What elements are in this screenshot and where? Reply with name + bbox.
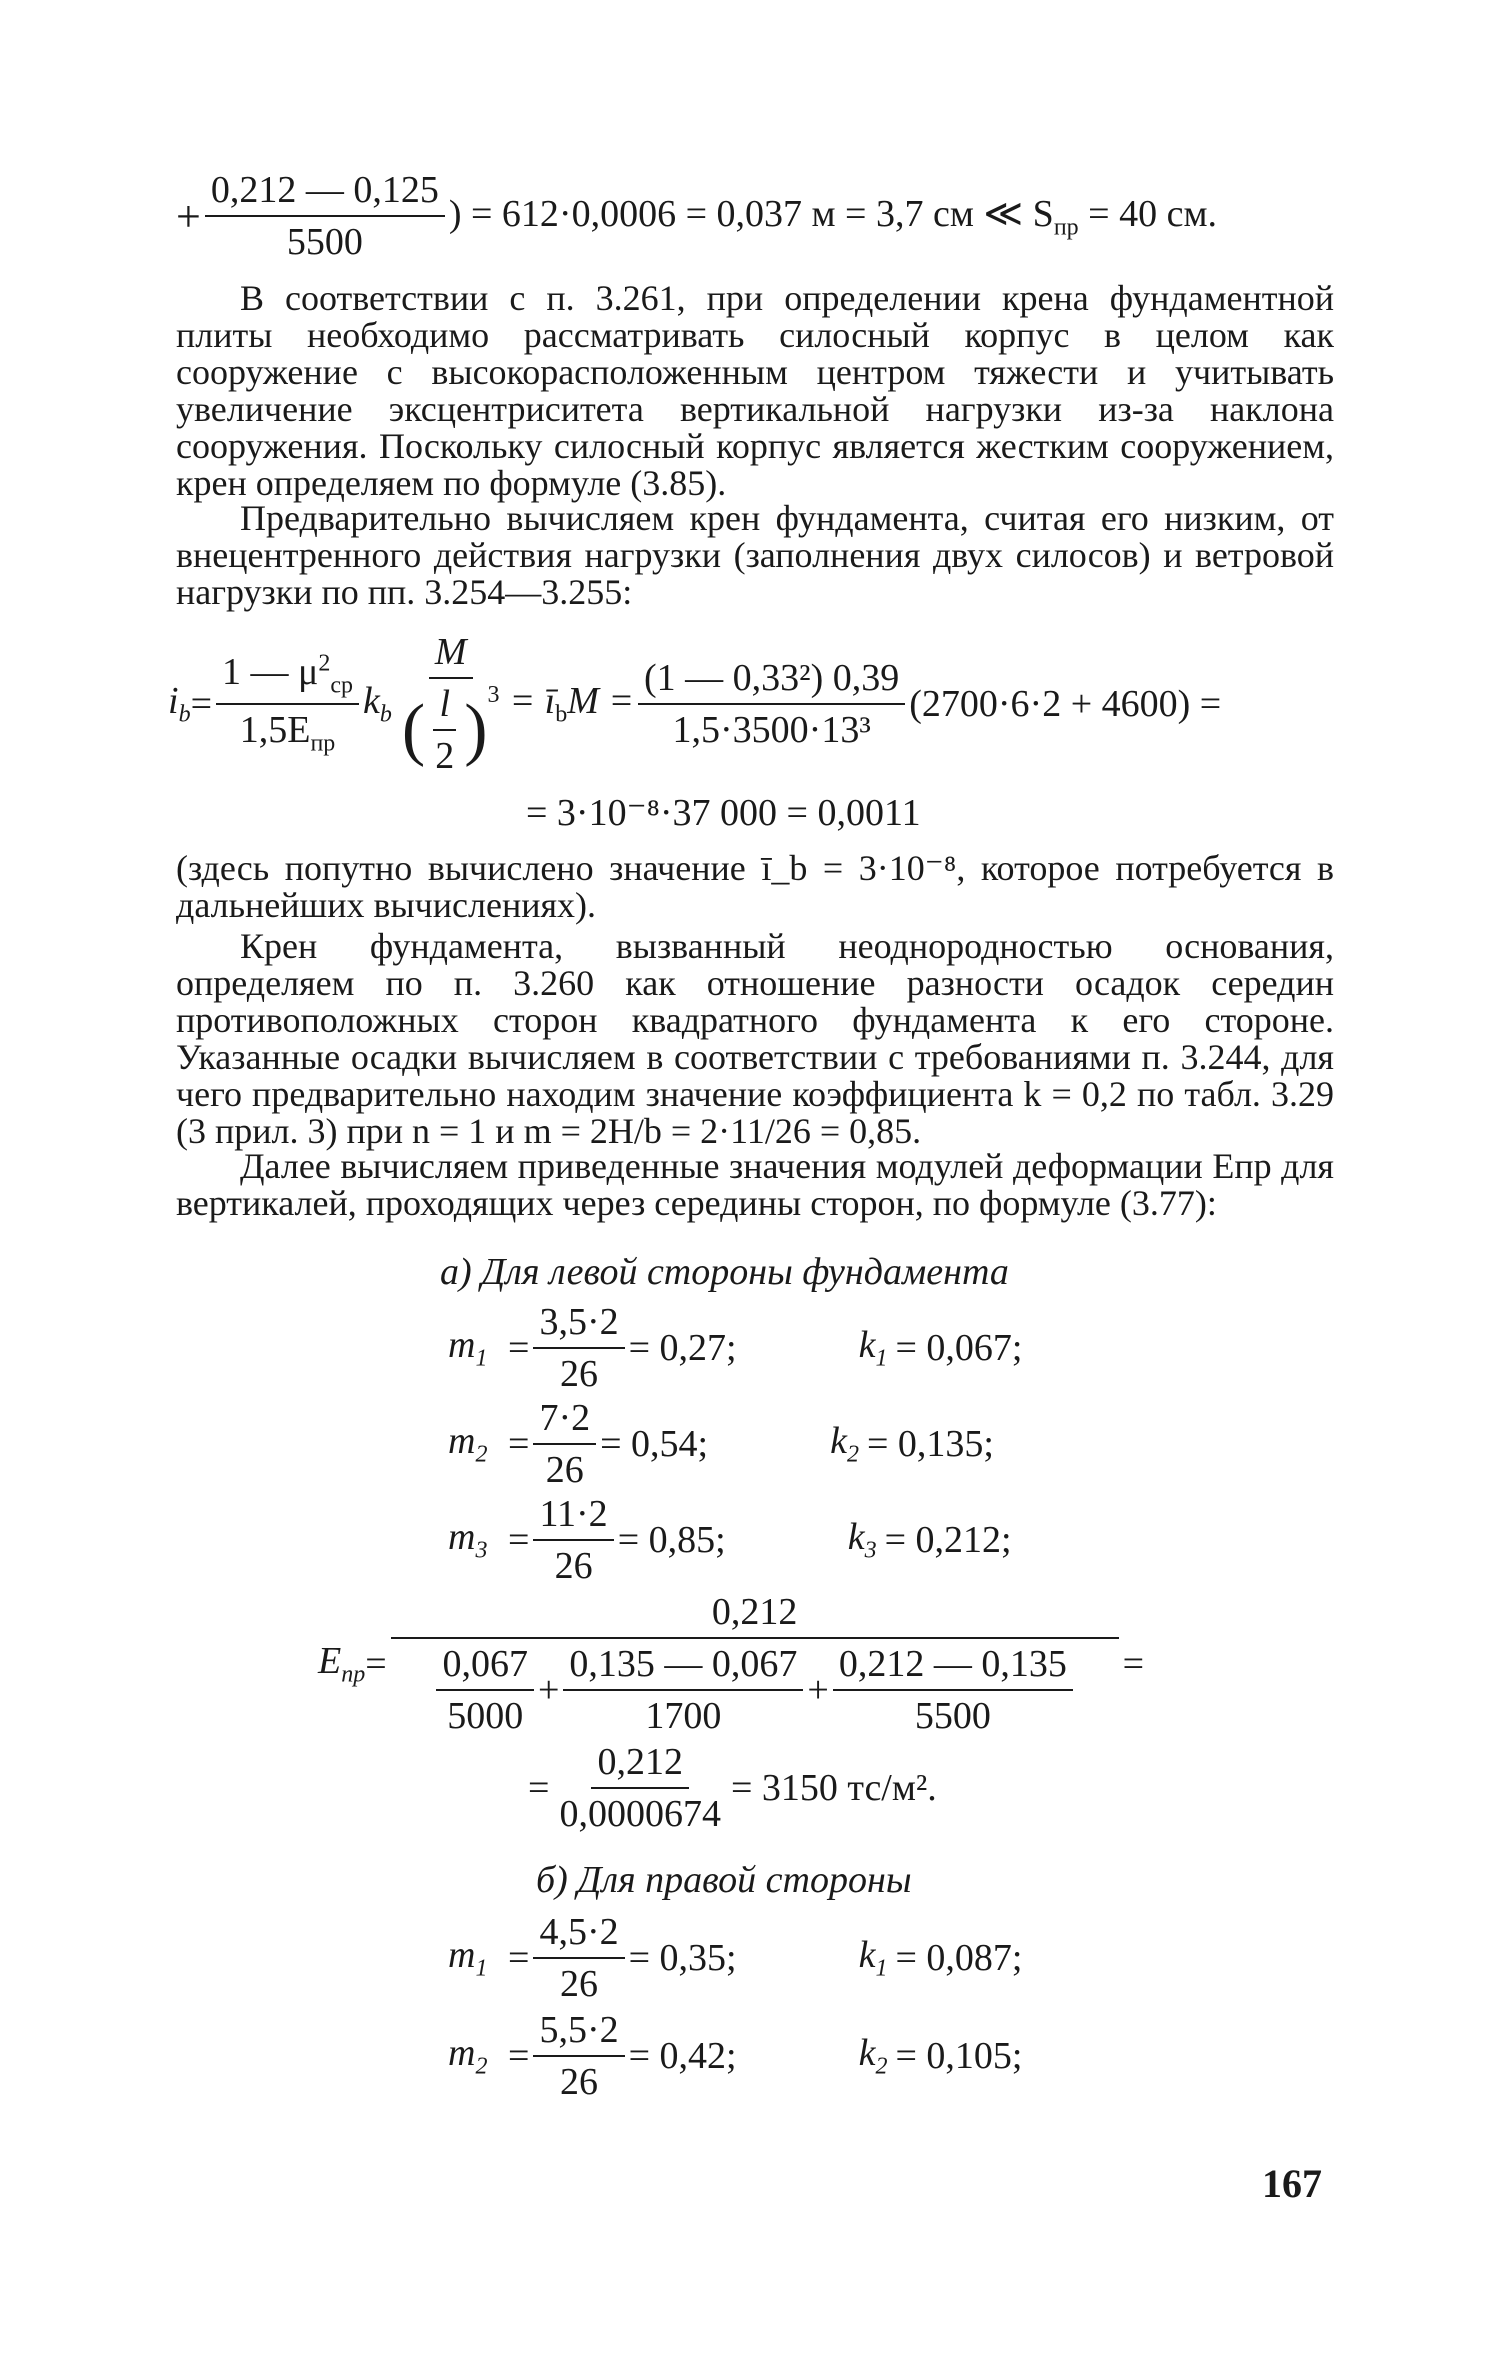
epr2-tail: = 3150 тс/м². — [730, 1767, 937, 1809]
eq-top-sub: пр — [1053, 214, 1079, 241]
ib-frac2-den — [396, 679, 506, 778]
m-den: 26 — [560, 2061, 599, 2103]
epr-end: = — [1122, 1643, 1145, 1685]
ib-mid2: M = — [567, 680, 635, 723]
k-letter: k — [847, 1516, 865, 1559]
epr-plus-2: + — [807, 1669, 829, 1711]
m-value: = 0,42; — [628, 2035, 737, 2077]
m-sub: 1 — [475, 1955, 488, 1982]
equation-epr — [318, 1590, 1144, 1738]
paragraph-1: В соответствии с п. 3.261, при определении крена фундаментной плиты необходимо рассматривать силосный корпус в целом как сооружение с высокорасположенным центром тяжести и учитывать увеличение эксцентриситета вертикальной нагрузки из-за наклона сооружения. Поскольку силосный корпус является жестким сооружением, крен определяем по формуле (3.85). — [176, 278, 1334, 503]
epr-term2 — [563, 1642, 803, 1738]
m-num: 3,5·2 — [533, 1300, 624, 1349]
ib-l: l — [433, 682, 456, 731]
ib-tail: (2700·6·2 + 4600) = — [909, 683, 1222, 725]
k-symbol — [830, 1419, 859, 1469]
k-letter: k — [858, 2032, 876, 2075]
ib-frac3-num: (1 — 0,33²) 0,39 — [638, 656, 905, 705]
m-fraction — [533, 1300, 624, 1396]
k-sub: 1 — [875, 1345, 888, 1372]
m-num: 5,5·2 — [533, 2008, 624, 2057]
ib-mid-text: = ī — [509, 680, 556, 723]
m-den: 26 — [560, 1353, 599, 1395]
ib-frac1 — [216, 650, 359, 757]
epr-lhs — [318, 1639, 365, 1689]
m-letter: m — [448, 1324, 476, 1367]
epr-term1-num: 0,067 — [436, 1642, 534, 1691]
epr-plus-1: + — [537, 1669, 560, 1711]
k-symbol — [848, 1515, 877, 1565]
mk-row — [448, 1910, 1022, 2006]
m-sub: 2 — [475, 2053, 488, 2080]
k-symbol — [859, 2031, 888, 2081]
m-letter: m — [448, 1420, 476, 1463]
ib-frac1-sub: ср — [330, 673, 354, 699]
m-letter: m — [448, 1934, 476, 1977]
ib-frac1-den — [234, 705, 342, 758]
m-num: 11·2 — [533, 1492, 613, 1541]
ib-lhs-sub: b — [178, 701, 191, 728]
paragraph-5: Далее вычисляем приведенные значения модулей деформации Eпр для вертикалей, проходящих через середины сторон, по формуле (3.77): — [176, 1146, 1334, 1223]
epr-big-frac — [391, 1590, 1119, 1738]
ib-frac3-den: 1,5·3500·13³ — [672, 709, 871, 751]
m-fraction — [533, 1492, 613, 1588]
ib-lhs-i: i — [168, 680, 179, 723]
epr2-eq: = — [528, 1767, 550, 1809]
k-value: = 0,212; — [884, 1519, 1012, 1561]
m-symbol — [448, 2031, 508, 2081]
m-eq: = — [508, 1519, 530, 1561]
k-sub: 2 — [875, 2053, 888, 2080]
m-sub: 2 — [475, 1441, 488, 1468]
eq-top-fraction — [205, 168, 445, 264]
eq-top-num: 0,212 — 0,125 — [205, 168, 445, 217]
m-value: = 0,27; — [628, 1327, 737, 1369]
k-letter: k — [858, 1934, 876, 1977]
ib-frac2 — [396, 630, 506, 778]
equation-epr-result — [528, 1740, 937, 1836]
epr-big-den — [426, 1639, 1082, 1738]
m-num: 7·2 — [533, 1396, 596, 1445]
m-letter: m — [448, 2032, 476, 2075]
eq-top-plus: + — [176, 191, 201, 241]
m-fraction — [533, 2008, 624, 2104]
epr-lhs-sub: пр — [341, 1661, 366, 1688]
epr-big-num: 0,212 — [391, 1590, 1119, 1639]
eq-top-rest-text: ) = 612·0,0006 = 0,037 м = 3,7 см ≪ S — [448, 192, 1054, 235]
m-sub: 3 — [475, 1537, 488, 1564]
ib-frac1-den-text: 1,5E — [239, 709, 311, 751]
m-eq: = — [508, 2035, 530, 2077]
k-sub: 3 — [864, 1537, 877, 1564]
k-symbol — [859, 1323, 888, 1373]
paragraph-3: (здесь попутно вычислено значение ī_b = 3·10⁻⁸, которое потребуется в дальнейших вычислениях). — [176, 848, 1334, 925]
heading-left-side: а) Для левой стороны фундамента — [440, 1251, 1009, 1293]
m-letter: m — [448, 1516, 476, 1559]
k-value: = 0,135; — [866, 1423, 994, 1465]
mk-row — [448, 1492, 1012, 1588]
k-sub: 1 — [875, 1955, 888, 1982]
m-eq: = — [508, 1937, 530, 1979]
ib-frac1-num-text: 1 — μ — [222, 651, 319, 694]
ib-paren-right: ) — [464, 691, 488, 768]
m-symbol — [448, 1419, 508, 1469]
epr-term2-num: 0,135 — 0,067 — [563, 1642, 803, 1691]
epr2-den: 0,0000674 — [559, 1793, 721, 1835]
paragraph-2: Предварительно вычисляем крен фундамента, считая его низким, от внецентренного действия нагрузки (заполнения двух силосов) и ветровой нагрузки по пп. 3.254—3.255: — [176, 498, 1334, 612]
paragraph-4: Крен фундамента, вызванный неоднородностью основания, определяем по п. 3.260 как отношение разности осадок середин противоположных сторон квадратного фундамента к его стороне. Указанные осадки вычисляем в соответствии с требованиями п. 3.244, для чего предварительно находим значение коэффициента k = 0,2 по табл. 3.29 (3 прил. 3) при n = 1 и m = 2H/b = 2·11/26 = 0,85. — [176, 926, 1334, 1151]
ib-kb-sub: b — [379, 701, 392, 728]
eq-top-rest — [449, 191, 1217, 242]
k-letter: k — [830, 1420, 847, 1463]
k-value: = 0,105; — [895, 2035, 1023, 2077]
m-den: 26 — [560, 1963, 599, 2005]
ib-frac2-num: M — [429, 630, 473, 679]
ib-frac1-sup: 2 — [318, 650, 331, 677]
m-symbol — [448, 1933, 508, 1983]
m-den: 26 — [554, 1545, 593, 1587]
k-value: = 0,067; — [895, 1327, 1023, 1369]
epr2-frac — [553, 1740, 727, 1836]
ib-kb — [363, 679, 392, 729]
k-letter: k — [858, 1324, 876, 1367]
ib-lhs — [168, 679, 191, 729]
epr-eq: = — [365, 1643, 387, 1685]
m-value: = 0,85; — [617, 1519, 726, 1561]
k-sub: 2 — [846, 1441, 859, 1468]
epr2-num: 0,212 — [591, 1740, 689, 1789]
k-value: = 0,087; — [895, 1937, 1023, 1979]
m-value: = 0,54; — [600, 1423, 709, 1465]
mk-row — [448, 1396, 994, 1492]
eq-top-den: 5500 — [286, 221, 363, 263]
page-number: 167 — [1262, 2161, 1322, 2206]
ib-paren-left: ( — [401, 691, 426, 768]
ib-frac1-den-sub: пр — [310, 730, 336, 757]
m-value: = 0,35; — [628, 1937, 737, 1979]
m-num: 4,5·2 — [533, 1910, 624, 1959]
epr-term3-den: 5500 — [914, 1695, 991, 1737]
m-symbol — [448, 1323, 508, 1373]
m-eq: = — [508, 1423, 530, 1465]
equation-ib-result: = 3·10⁻⁸·37 000 = 0,0011 — [526, 792, 921, 834]
equation-ib — [168, 630, 1221, 778]
m-sub: 1 — [475, 1345, 488, 1372]
epr-term3 — [833, 1642, 1073, 1738]
heading-right-side: б) Для правой стороны — [536, 1859, 912, 1901]
ib-l-over-2 — [429, 682, 460, 778]
mk-row — [448, 2008, 1022, 2104]
ib-pow: 3 — [487, 682, 500, 708]
ib-eq: = — [190, 683, 212, 725]
mk-row — [448, 1300, 1022, 1396]
equation-top — [176, 168, 1217, 264]
m-symbol — [448, 1515, 508, 1565]
ib-mid — [510, 679, 635, 729]
epr-term2-den: 1700 — [645, 1695, 722, 1737]
epr-lhs-e: E — [318, 1640, 342, 1683]
epr-term1-den: 5000 — [447, 1695, 524, 1737]
k-symbol — [859, 1933, 888, 1983]
eq-top-tail: = 40 см. — [1078, 192, 1217, 235]
m-fraction — [533, 1910, 624, 2006]
ib-two: 2 — [435, 735, 455, 777]
ib-frac3 — [638, 656, 905, 752]
m-den: 26 — [545, 1449, 584, 1491]
epr-term1 — [436, 1642, 534, 1738]
ib-frac1-num — [216, 650, 359, 705]
m-eq: = — [508, 1327, 530, 1369]
epr-term3-num: 0,212 — 0,135 — [833, 1642, 1073, 1691]
ib-mid-sub: b — [555, 701, 568, 728]
ib-kb-text: k — [363, 680, 380, 723]
m-fraction — [533, 1396, 596, 1492]
